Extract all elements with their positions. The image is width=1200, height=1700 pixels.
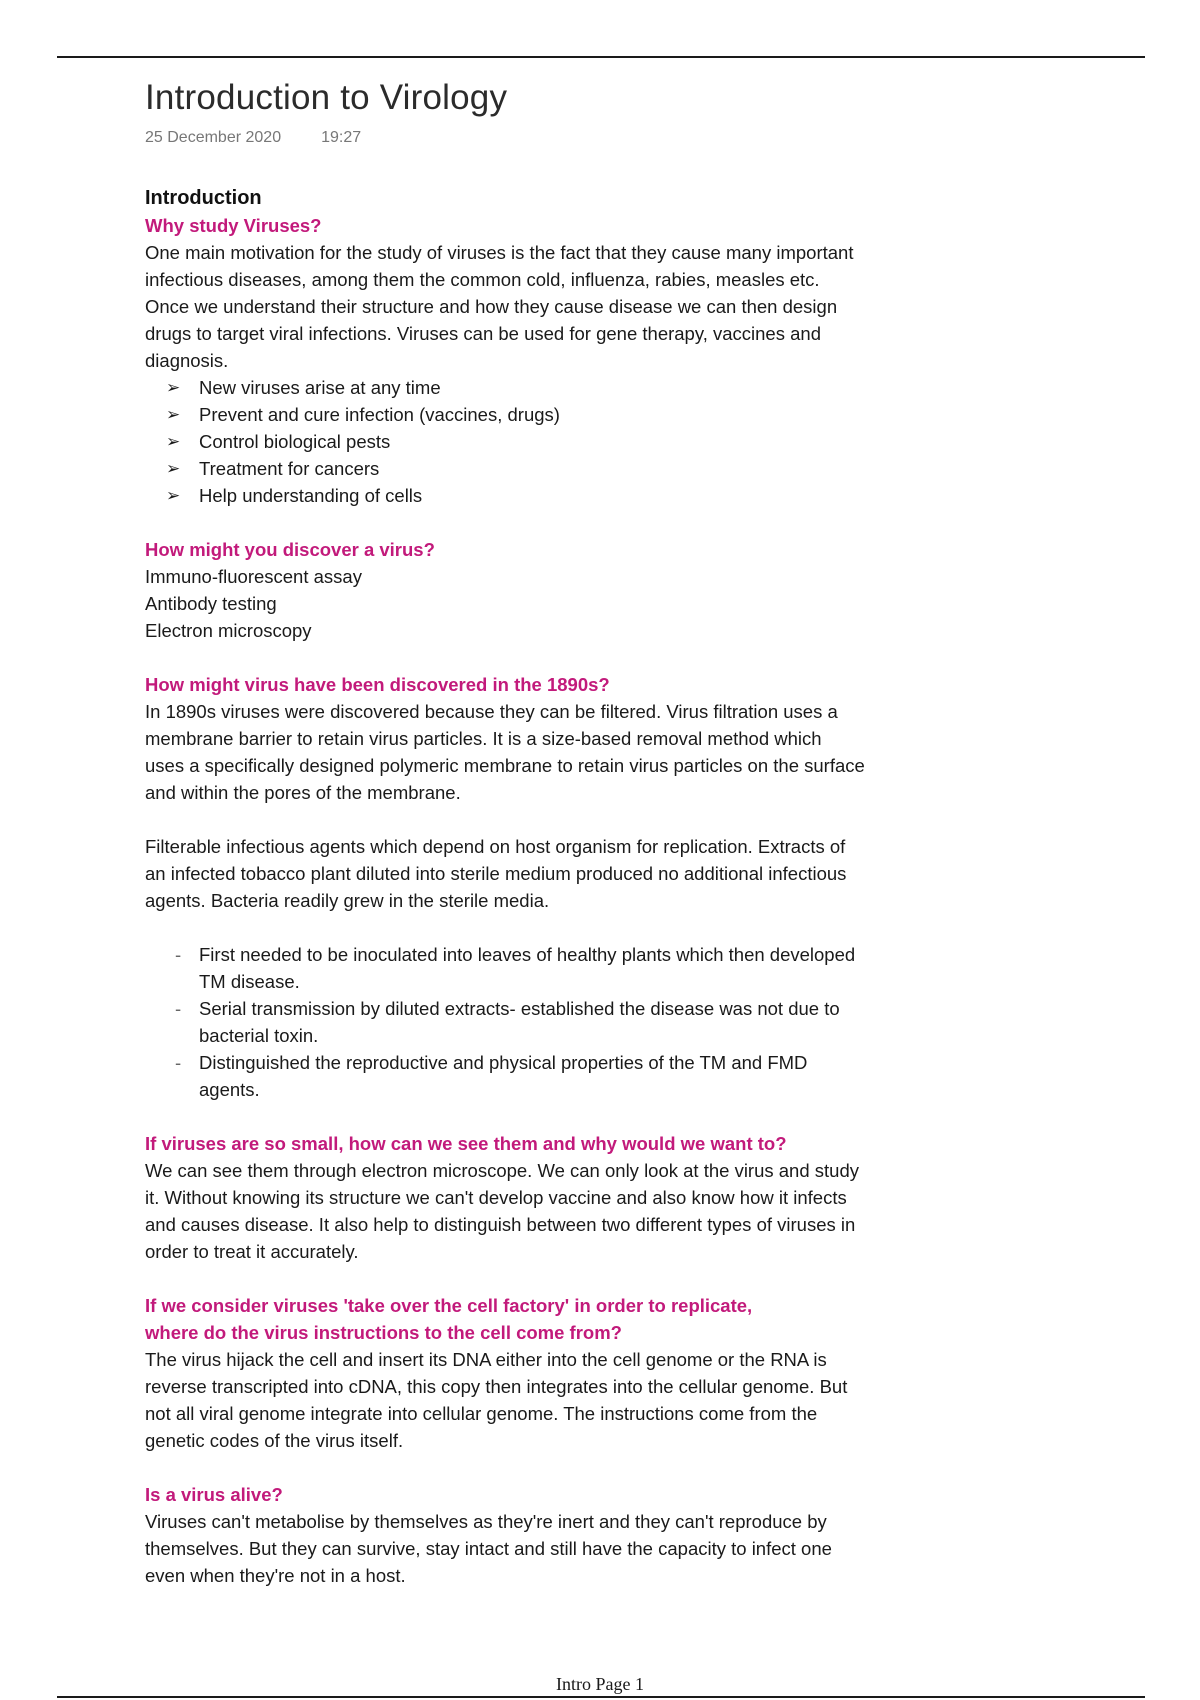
arrowhead-bullet-icon: ➢	[166, 432, 181, 451]
list-item: - Distinguished the reproductive and physical properties of the TM and FMD agents.	[145, 1049, 865, 1103]
page-date: 25 December 2020	[145, 129, 282, 146]
question-cell-factory-line1: If we consider viruses 'take over the cell factory' in order to replicate,	[145, 1295, 753, 1316]
page-content	[145, 74, 865, 1589]
page-footer: Intro Page 1	[556, 1674, 644, 1694]
why-study-list	[145, 374, 865, 509]
paragraph-virus-alive: Viruses can't metabolise by themselves as they're inert and they can't reproduce by themselves. But they can survive, stay intact and still have the capacity to infect one even when they're not in a host.	[145, 1511, 832, 1586]
question-discover-1890s: How might virus have been discovered in the 1890s?	[145, 674, 610, 695]
dash-bullet-icon: -	[175, 998, 182, 1019]
list-item: ➢ Treatment for cancers	[145, 455, 865, 482]
paragraph-cell-factory: The virus hijack the cell and insert its DNA either into the cell genome or the RNA is reverse transcripted into cDNA, this copy then integrates into the cellular genome. But not all viral genome integrate into cellular genome. The instructions come from the genetic codes of the virus itself.	[145, 1349, 848, 1451]
paragraph-why-study-1: One main motivation for the study of viruses is the fact that they cause many important infectious diseases, among them the common cold, influenza, rabies, measles etc.	[145, 242, 854, 290]
paragraph-1890s-2: Filterable infectious agents which depend on host organism for replication. Extracts of an infected tobacco plant diluted into sterile medium produced no additional infectious agents. Bacteria readily grew in the sterile media.	[145, 836, 847, 911]
list-item: ➢ New viruses arise at any time	[145, 374, 865, 401]
list-item: - First needed to be inoculated into leaves of healthy plants which then developed TM disease.	[145, 941, 865, 995]
page-timestamp	[145, 126, 865, 150]
paragraph-see-viruses: We can see them through electron microscope. We can only look at the virus and study it. Without knowing its structure we can't develop vaccine and also know how it infects and causes disease. It also help to distinguish between two different types of viruses in order to treat it accurately.	[145, 1160, 859, 1262]
dash-bullet-icon: -	[175, 944, 182, 965]
list-item: ➢ Prevent and cure infection (vaccines, drugs)	[145, 401, 865, 428]
discover-line: Antibody testing	[145, 593, 277, 614]
paragraph-why-study-2: Once we understand their structure and how they cause disease we can then design drugs to target viral infections. Viruses can be used for gene therapy, vaccines and diagnosis.	[145, 296, 838, 371]
question-virus-alive: Is a virus alive?	[145, 1484, 283, 1505]
section-heading: Introduction	[145, 187, 262, 209]
discover-line: Electron microscopy	[145, 620, 312, 641]
list-item: - Serial transmission by diluted extracts- established the disease was not due to bacterial toxin.	[145, 995, 865, 1049]
arrowhead-bullet-icon: ➢	[166, 486, 181, 505]
question-discover-virus: How might you discover a virus?	[145, 539, 435, 560]
page-time: 19:27	[321, 129, 362, 146]
discover-line: Immuno-fluorescent assay	[145, 566, 362, 587]
question-cell-factory-line2: where do the virus instructions to the cell come from?	[145, 1322, 622, 1343]
list-item: ➢ Help understanding of cells	[145, 482, 865, 509]
arrowhead-bullet-icon: ➢	[166, 405, 181, 424]
arrowhead-bullet-icon: ➢	[166, 378, 181, 397]
paragraph-1890s-1: In 1890s viruses were discovered because they can be filtered. Virus filtration uses a membrane barrier to retain virus particles. It is a size-based removal method which uses a specifically designed polymeric membrane to retain virus particles on the surface and within the pores of the membrane.	[145, 701, 865, 803]
bottom-divider	[57, 1696, 1145, 1698]
question-see-viruses: If viruses are so small, how can we see them and why would we want to?	[145, 1133, 787, 1154]
question-why-study: Why study Viruses?	[145, 215, 322, 236]
arrowhead-bullet-icon: ➢	[166, 459, 181, 478]
top-divider	[57, 56, 1145, 58]
page-title: Introduction to Virology	[145, 78, 508, 117]
list-item: ➢ Control biological pests	[145, 428, 865, 455]
1890s-list	[145, 941, 865, 1103]
dash-bullet-icon: -	[175, 1052, 182, 1073]
